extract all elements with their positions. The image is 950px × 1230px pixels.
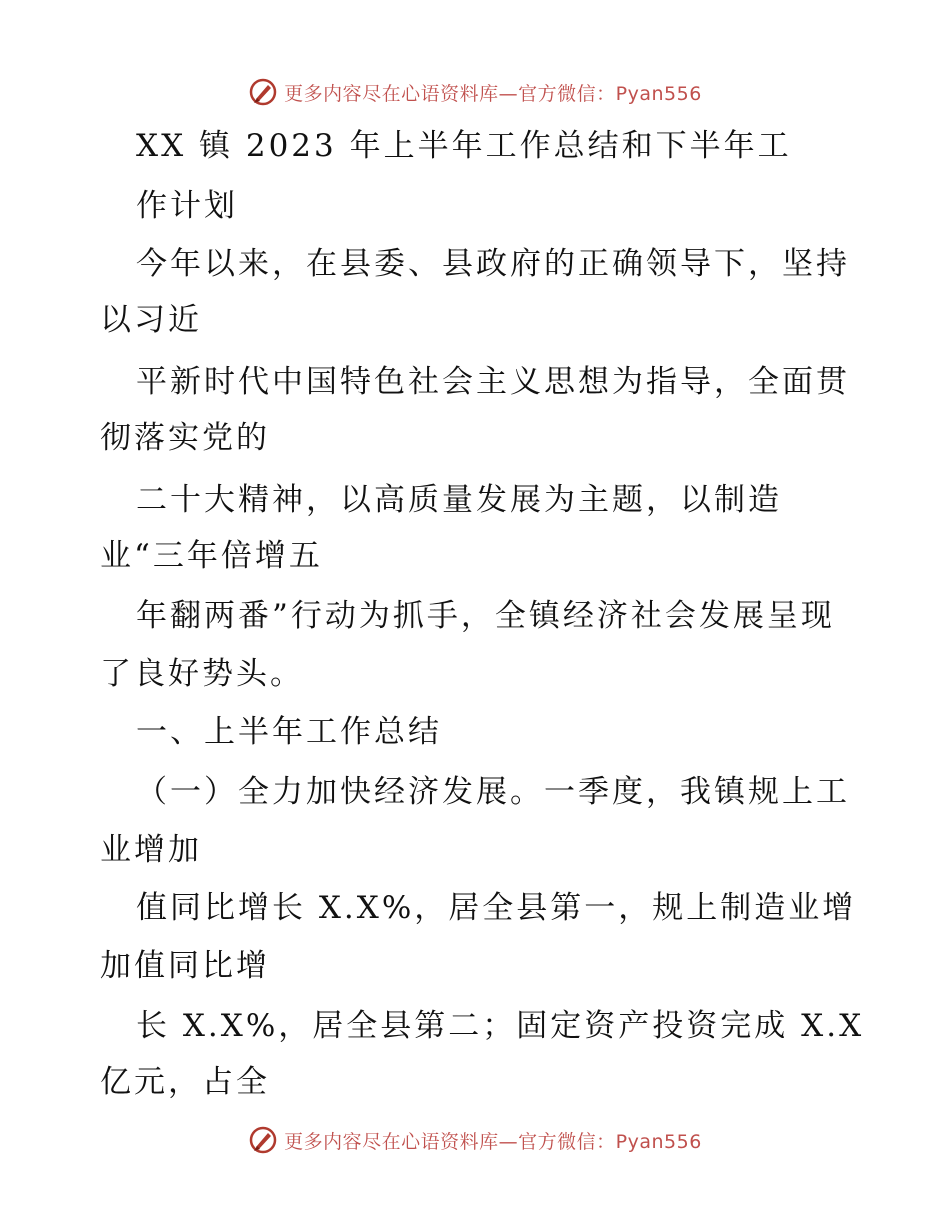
header-watermark-text: 更多内容尽在心语资料库—官方微信：Pyan556 (284, 82, 702, 105)
pen-logo-icon (248, 1125, 278, 1155)
body-line: 二十大精神，以高质量发展为主题，以制造 (136, 482, 782, 518)
title-line-1: XX 镇 2023 年上半年工作总结和下半年工 (136, 128, 792, 164)
body-line: 业增加 (100, 832, 202, 868)
body-line: 值同比增长 X.X%，居全县第一，规上制造业增 (136, 890, 857, 926)
header-watermark-banner (0, 72, 950, 112)
body-line: 亿元，占全 (100, 1064, 270, 1100)
section-heading: 一、上半年工作总结 (136, 714, 442, 750)
body-line: 彻落实党的 (100, 420, 270, 456)
body-line: 以习近 (100, 302, 202, 338)
footer-watermark-banner (0, 1120, 950, 1160)
subsection-heading-line: （一）全力加快经济发展。一季度，我镇规上工 (136, 774, 850, 810)
body-line: 年翻两番”行动为抓手，全镇经济社会发展呈现 (136, 598, 835, 634)
body-line: 业“三年倍增五 (100, 538, 323, 574)
footer-watermark-text: 更多内容尽在心语资料库—官方微信：Pyan556 (284, 1130, 702, 1153)
body-line: 平新时代中国特色社会主义思想为指导，全面贯 (136, 364, 850, 400)
body-line: 今年以来，在县委、县政府的正确领导下，坚持 (136, 246, 850, 282)
pen-logo-icon (248, 77, 278, 107)
title-line-2: 作计划 (136, 188, 238, 224)
body-line: 长 X.X%，居全县第二；固定资产投资完成 X.X (136, 1008, 865, 1044)
body-line: 了良好势头。 (100, 656, 304, 692)
body-line: 加值同比增 (100, 948, 270, 984)
